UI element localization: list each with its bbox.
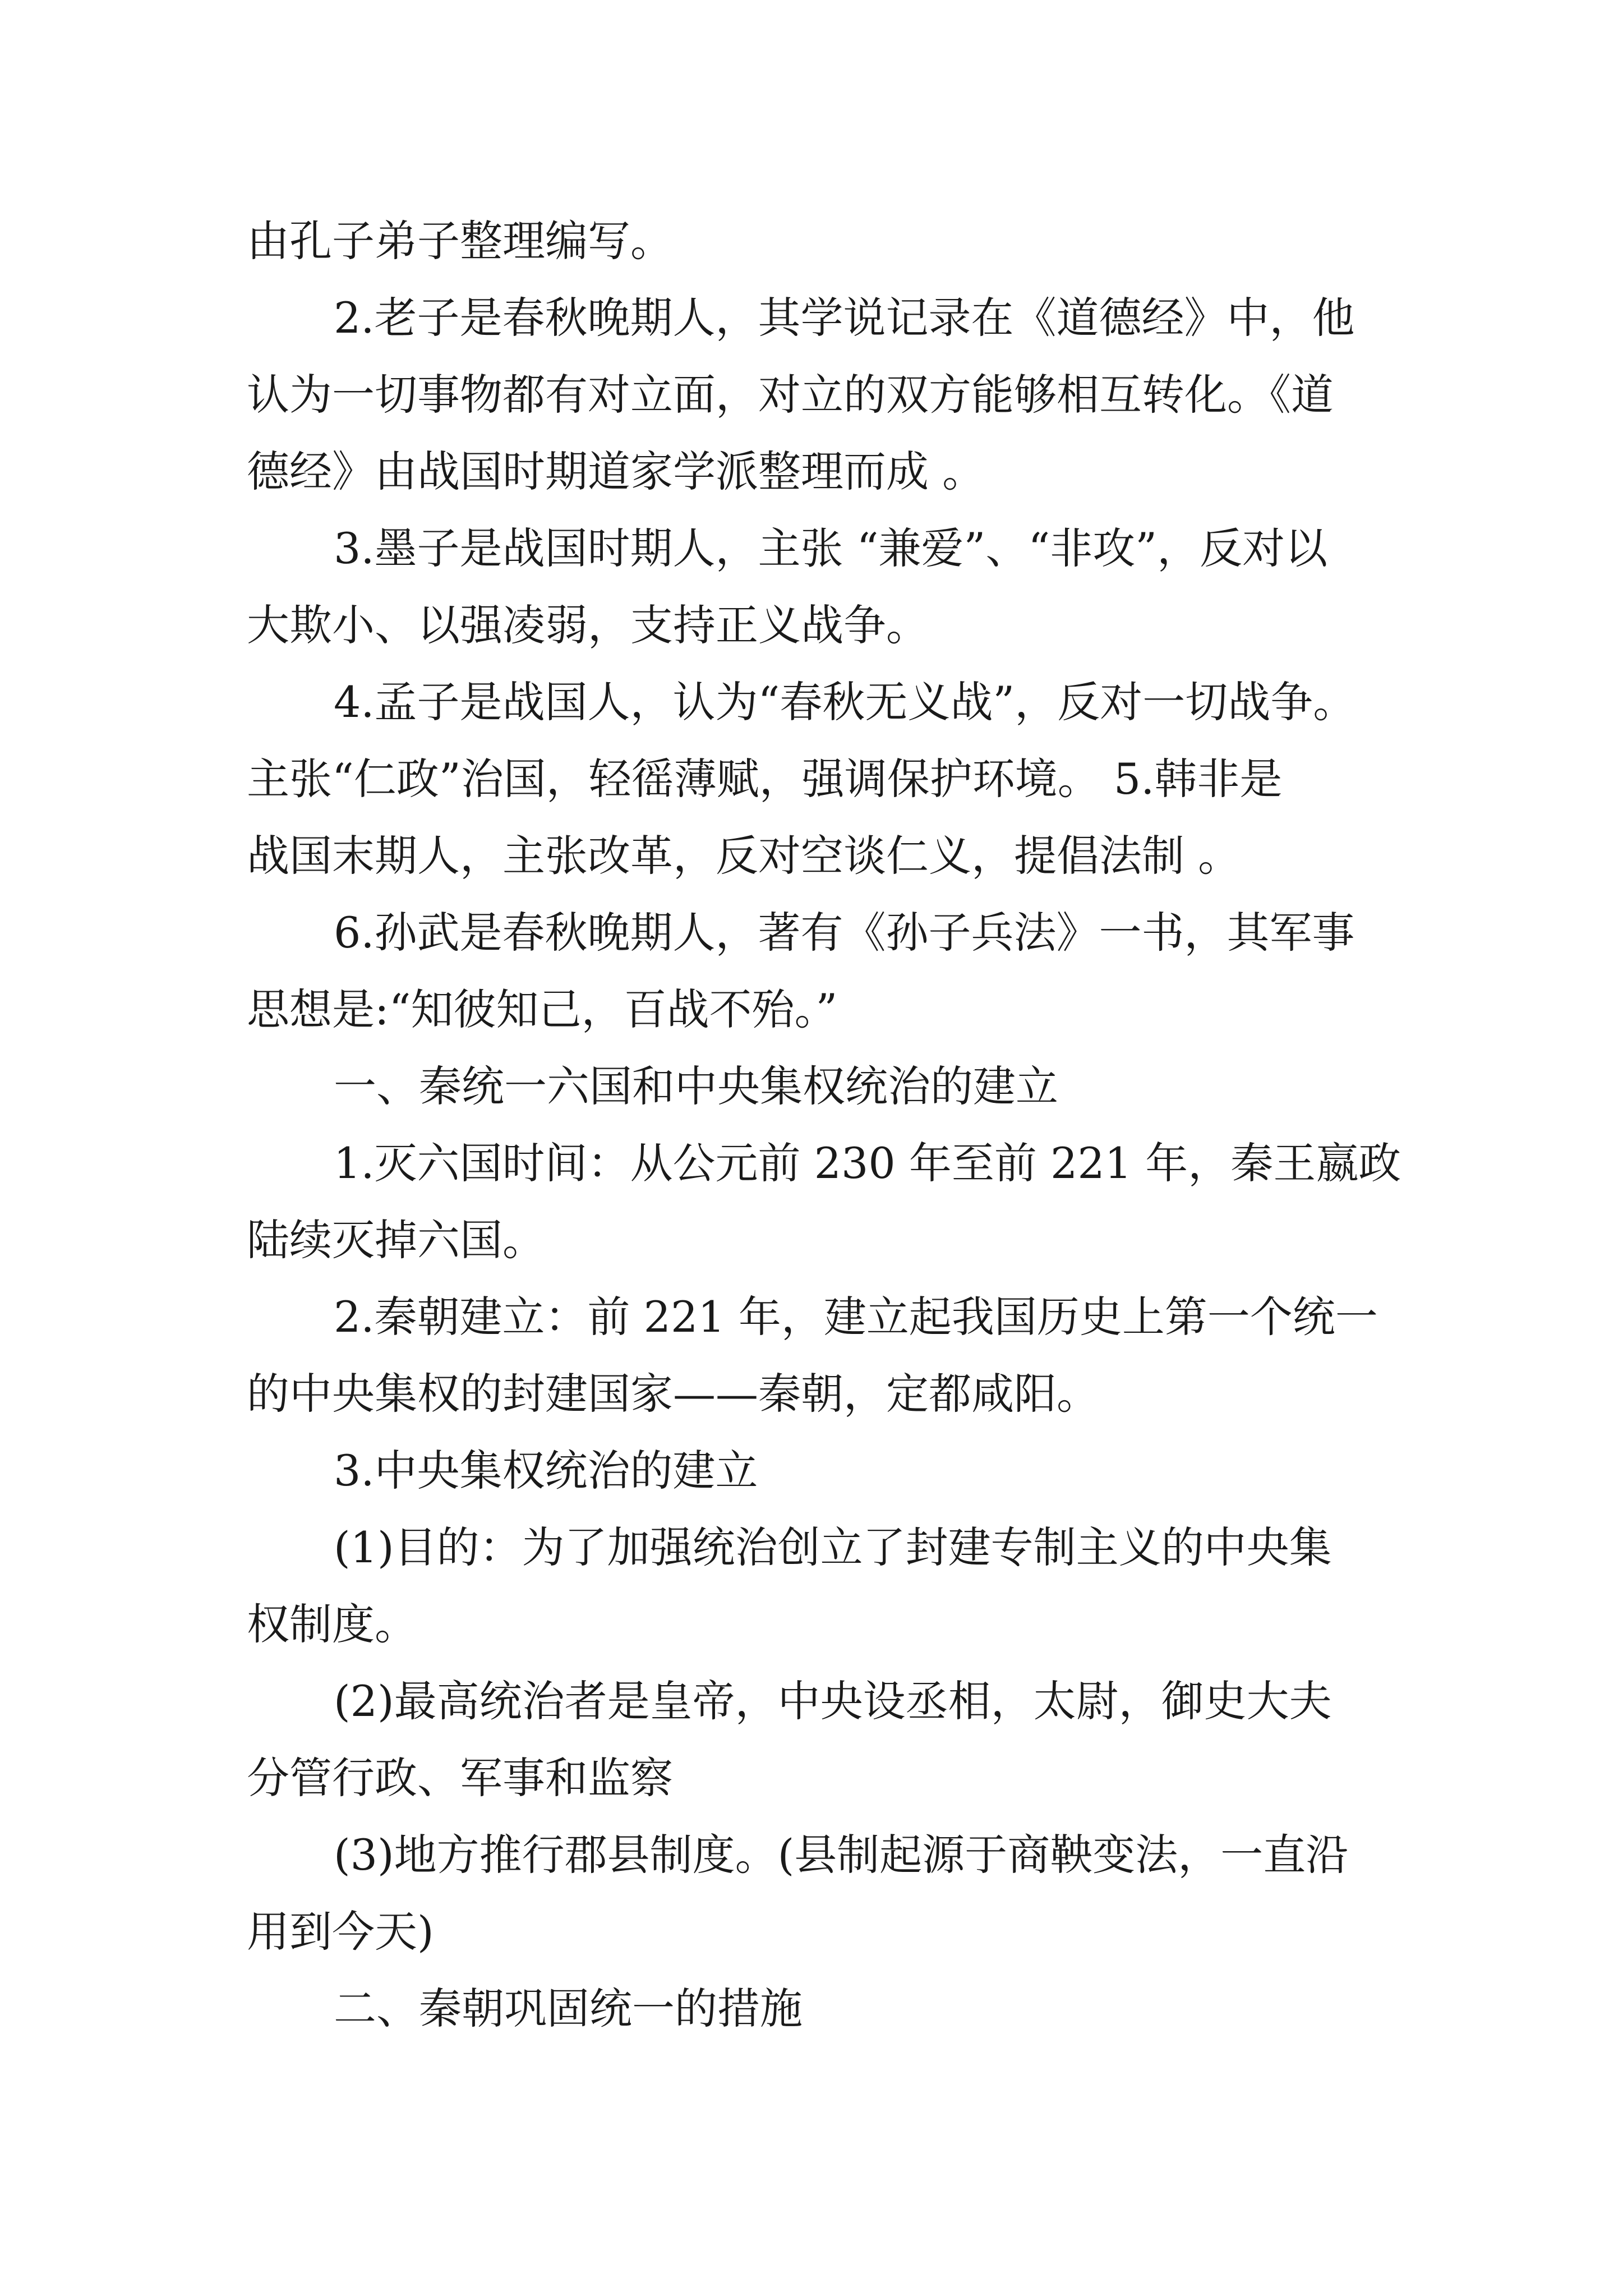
text-line: 的中央集权的封建国家——秦朝，定都咸阳。: [247, 1369, 1099, 1419]
text-line: 6.孙武是春秋晚期人，著有《孙子兵法》一书，其军事: [334, 908, 1355, 958]
text-line: 一、秦统一六国和中央集权统治的建立: [334, 1061, 1058, 1111]
text-line: 陆续灭掉六国。: [247, 1215, 545, 1265]
text-line: 思想是:“知彼知己，百战不殆。”: [247, 984, 838, 1034]
text-line: 2.老子是春秋晚期人，其学说记录在《道德经》中，他: [334, 293, 1355, 343]
text-line: 二、秦朝巩固统一的措施: [334, 1984, 803, 2033]
text-line: 分管行政、军事和监察: [247, 1753, 673, 1803]
text-line: 德经》由战国时期道家学派整理而成 。: [247, 447, 985, 496]
text-line: 4.孟子是战国人，认为“春秋无义战”，反对一切战争。: [334, 677, 1356, 727]
text-line: 由孔子弟子整理编写。: [247, 216, 673, 266]
text-line: (3)地方推行郡县制度。(县制起源于商鞅变法，一直沿: [334, 1830, 1349, 1880]
text-line: 1.灭六国时间：从公元前 230 年至前 221 年，秦王嬴政: [334, 1138, 1401, 1188]
text-line: (1)目的：为了加强统治创立了封建专制主义的中央集: [334, 1522, 1332, 1572]
text-line: 认为一切事物都有对立面，对立的双方能够相互转化。《道: [247, 370, 1334, 420]
text-line: 权制度。: [247, 1599, 417, 1649]
text-line: 3.墨子是战国时期人，主张 “兼爱”、“非攻”，反对以: [334, 523, 1328, 573]
text-line: 大欺小、以强凌弱，支持正义战争。: [247, 600, 929, 650]
text-line: 用到今天): [247, 1907, 434, 1957]
text-line: (2)最高统治者是皇帝，中央设丞相，太尉，御史大夫: [334, 1676, 1332, 1726]
text-line: 2.秦朝建立：前 221 年，建立起我国历史上第一个统一: [334, 1292, 1378, 1342]
text-line: 3.中央集权统治的建立: [334, 1446, 758, 1496]
text-line: 战国末期人，主张改革，反对空谈仁义，提倡法制 。: [247, 831, 1241, 881]
text-line: 主张“仁政”治国，轻徭薄赋，强调保护环境。 5.韩非是: [247, 754, 1283, 804]
